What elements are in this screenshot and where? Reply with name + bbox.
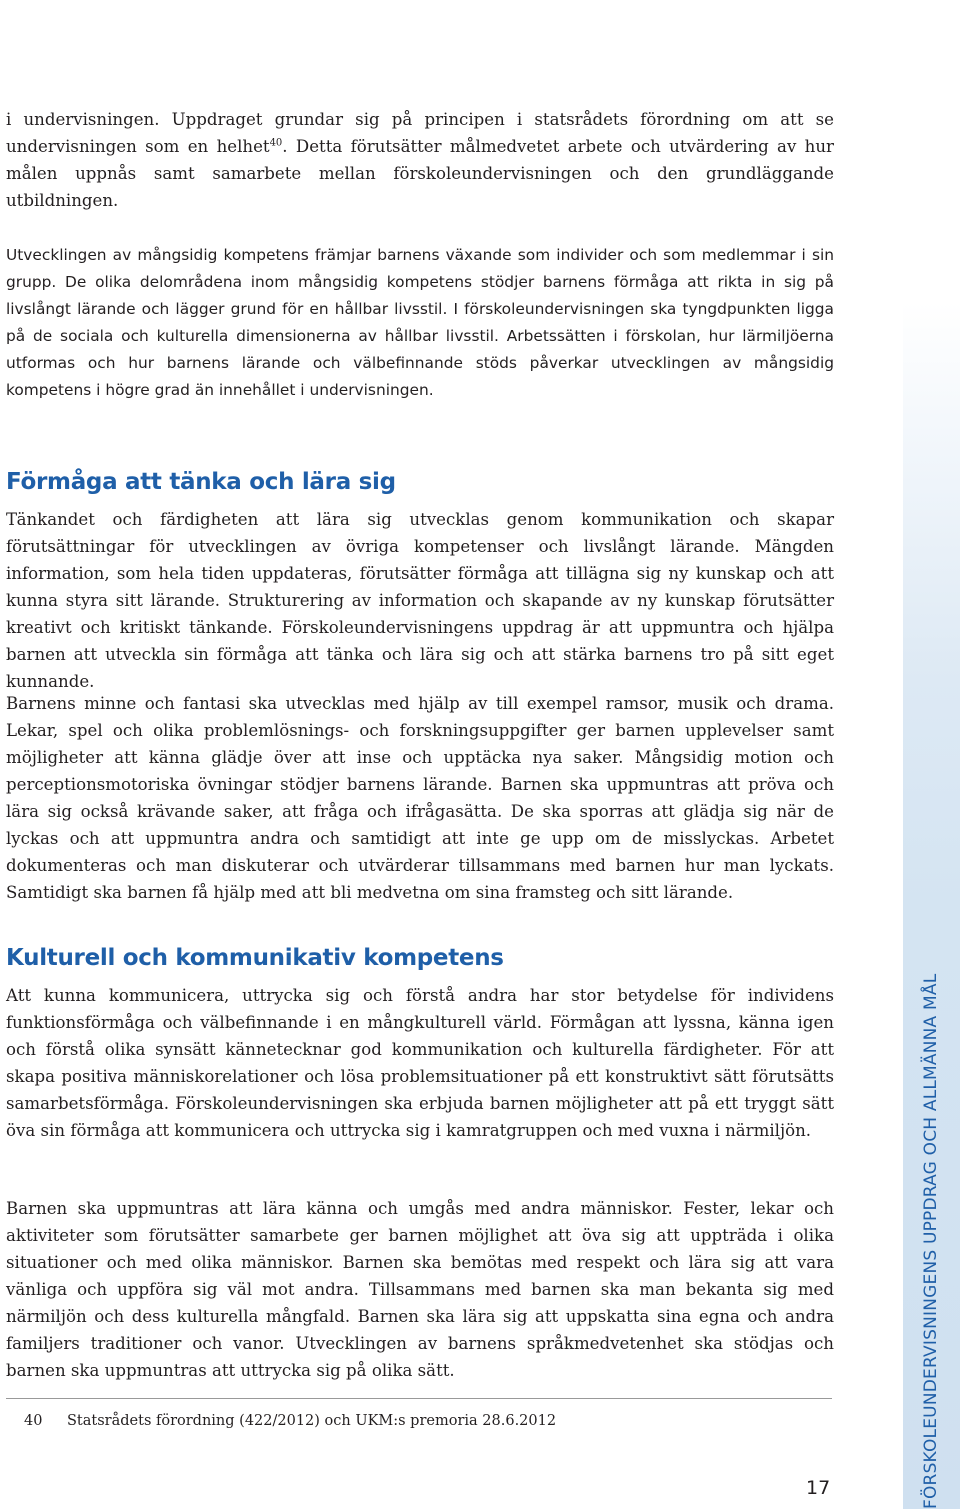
competence-paragraph	[6, 242, 834, 404]
section-cultural	[6, 943, 834, 973]
footnote-number: 40	[24, 1413, 43, 1429]
intro-text-a: i undervisningen. Uppdraget grundar sig på principen i statsrådets förordning om att se undervisningen som en helhet	[6, 110, 834, 156]
page-number: 17	[806, 1477, 831, 1499]
footnote	[24, 1410, 556, 1432]
thinking-paragraph-2: Barnens minne och fantasi ska utvecklas med hjälp av till exempel ramsor, musik och drama. Lekar, spel och olika problemlösnings- och forskningsuppgifter ger barnen upplevelser samt möjligheter att känna glädje över att inse och upptäcka nya saker. Mångsidig motion och perceptionsmotoriska övningar stödjer barnens lärande. Barnen ska uppmuntras att pröva och lära sig också krävande saker, att fråga och ifrågasätta. De ska sporras att glädja sig när de lyckas och att uppmuntra andra och samtidigt att inte ge upp om de misslyckas. Arbetet dokumenteras och man diskuterar och utvärderar tillsammans med barnen hur man lyckats. Samtidigt ska barnen få hjälp med att bli medvetna om sina framsteg och sitt lärande.	[6, 694, 834, 902]
footnote-text: Statsrådets förordning (422/2012) och UKM:s premoria 28.6.2012	[67, 1413, 557, 1429]
intro-text-b: . Detta förutsätter målmedvetet arbete och utvärdering av hur målen uppnås samt samarbete mellan förskoleundervisningen och den grundläggande utbildningen.	[6, 137, 834, 210]
section-thinking-body-1	[6, 506, 834, 695]
thinking-paragraph-1: Tänkandet och färdigheten att lära sig utvecklas genom kommunikation och skapar förutsättningar för utvecklingen av övriga kompetenser och livslångt lärande. Mängden information, som hela tiden uppdateras, förutsätter förmåga att tillägna sig ny kunskap och att kunna styra sitt lärande. Strukturering av information och skapande av ny kunskap förutsätter kreativt och kritiskt tänkande. Förskoleundervisningens uppdrag är att uppmuntra och hjälpa barnen att utveckla sin förmåga att tänka och lära sig och att stärka barnens tro på sitt eget kunnande.	[6, 510, 834, 691]
cultural-paragraph-1: Att kunna kommunicera, uttrycka sig och förstå andra har stor betydelse för individens funktionsförmåga och välbefinnande i en mångkulturell värld. Förmågan att lyssna, känna igen och förstå olika synsätt kännetecknar god kommunikation och kulturella färdigheter. För att skapa positiva människorelationer och lösa problemsituationer på ett konstruktivt sätt förutsätts samarbetsförmåga. Förskoleundervisningen ska erbjuda barnen möjligheter att på ett tryggt sätt öva sin förmåga att kommunicera och uttrycka sig i kamratgruppen och med vuxna i närmiljön.	[6, 986, 834, 1140]
section-heading-thinking: Förmåga att tänka och lära sig	[6, 469, 396, 495]
section-thinking	[6, 467, 834, 497]
section-cultural-body-1	[6, 982, 834, 1144]
footnote-divider	[6, 1398, 832, 1399]
cultural-paragraph-2: Barnen ska uppmuntras att lära känna och umgås med andra människor. Fester, lekar och aktiviteter som förutsätter samarbete ger barnen möjlighet att öva sig att uppträda i olika situationer och med olika människor. Barnen ska bemötas med respekt och lära sig att vara vänliga och uppföra sig väl mot andra. Tillsammans med barnen ska man bekanta sig med närmiljön och dess kulturella mångfald. Barnen ska lära sig att uppskatta sina egna och andra familjers traditioner och vanor. Utvecklingen av barnens språkmedvetenhet ska stödjas och barnen ska uppmuntras att uttrycka sig på olika sätt.	[6, 1199, 834, 1380]
intro-paragraph	[6, 106, 834, 214]
footnote-ref[interactable]: 40	[269, 137, 283, 149]
section-heading-cultural: Kulturell och kommunikativ kompetens	[6, 945, 504, 971]
competence-text: Utvecklingen av mångsidig kompetens främjar barnens växande som individer och som medlemmar i sin grupp. De olika delområdena inom mångsidig kompetens stödjer barnens förmåga att rikta in sig på livslångt lärande och lägger grund för en hållbar livsstil. I förskoleundervisningen ska tyngdpunkten ligga på de sociala och kulturella dimensionerna av hållbar livsstil. Arbetssätten i förskolan, hur lärmiljöerna utformas och hur barnens lärande och välbefinnande stöds påverkar utvecklingen av mångsidig kompetens i högre grad än innehållet i undervisningen.	[6, 246, 834, 399]
section-thinking-body-2	[6, 690, 834, 906]
section-cultural-body-2	[6, 1195, 834, 1384]
sidebar-chapter-title: FÖRSKOLEUNDERVISNINGENS UPPDRAG OCH ALLMÄNNA MÅL	[921, 973, 941, 1509]
